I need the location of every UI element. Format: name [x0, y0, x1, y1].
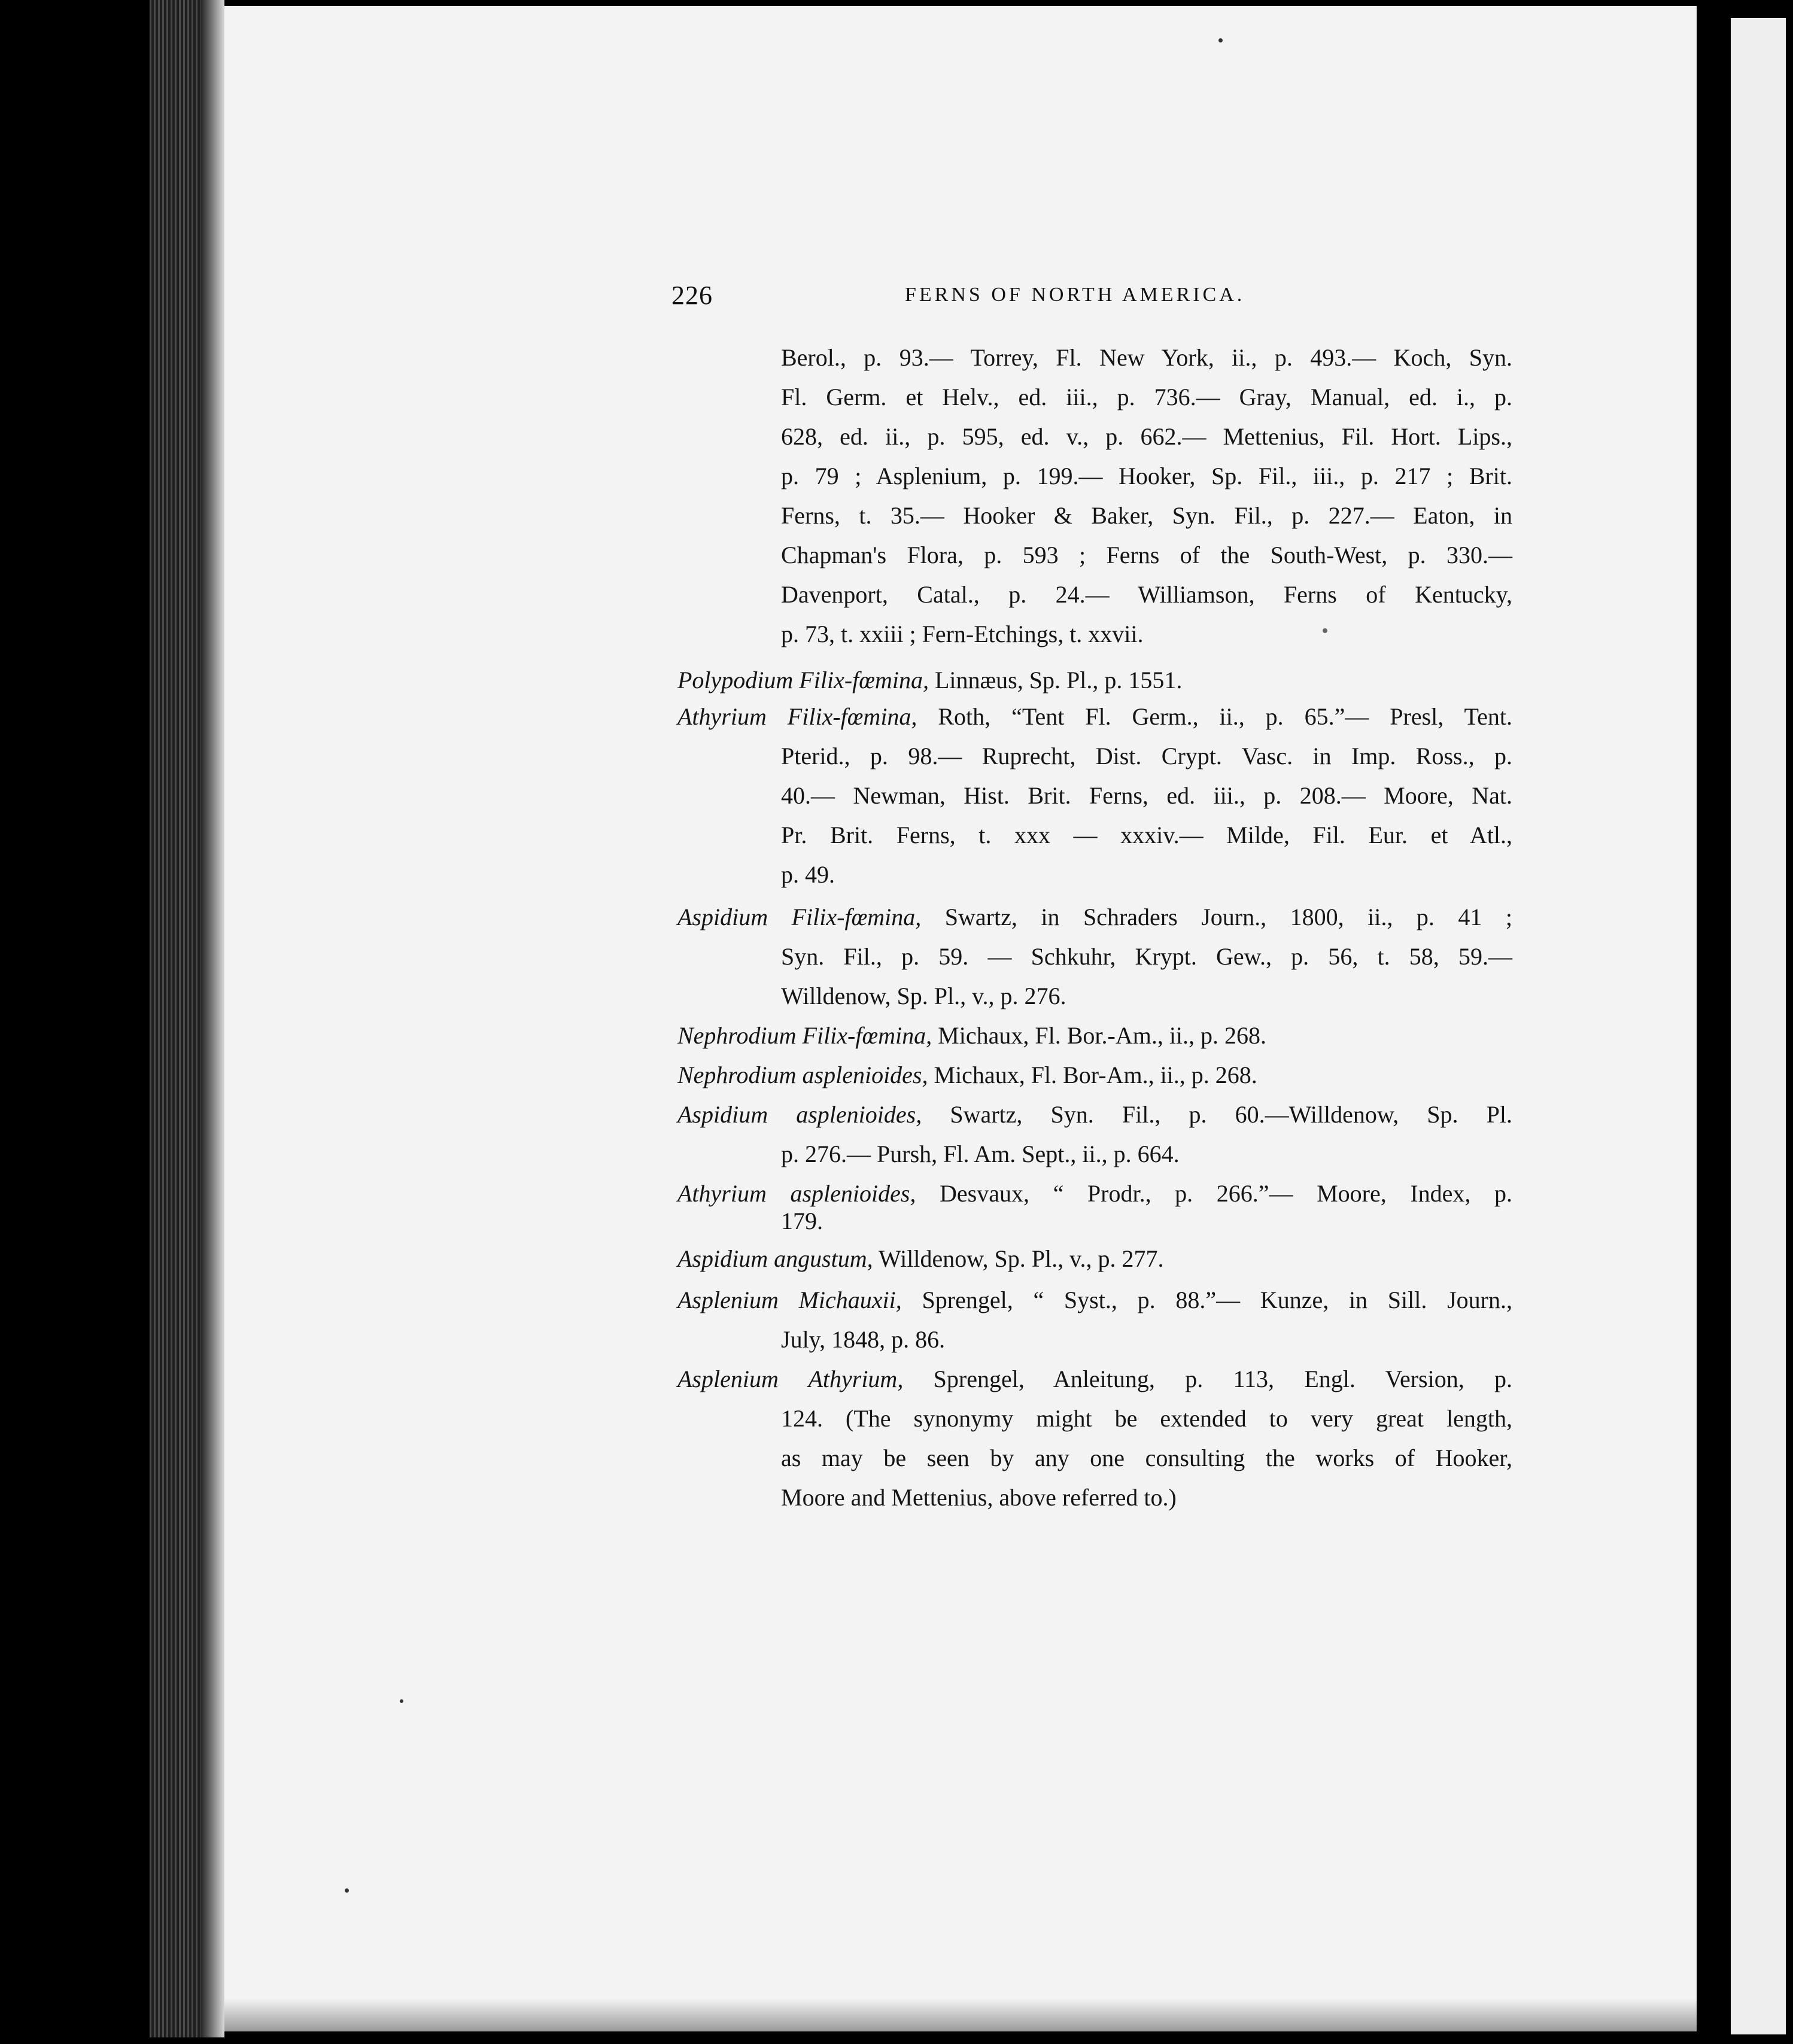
- synonym-name: Athyrium Filix-fœmina,: [677, 703, 917, 730]
- synonym-entry: [677, 697, 1512, 737]
- text-line: 628, ed. ii., p. 595, ed. v., p. 662.— Mettenius, Fil. Hort. Lips.,: [781, 423, 1512, 450]
- scan-speck: [400, 1699, 403, 1703]
- synonym-name: Aspidium asplenioides,: [677, 1101, 922, 1128]
- text-line: Berol., p. 93.— Torrey, Fl. New York, ii., p. 493.— Koch, Syn.: [781, 344, 1512, 371]
- page-header: [671, 280, 1509, 322]
- synonym-entry: [677, 1280, 1512, 1320]
- text-line: July, 1848, p. 86.: [781, 1326, 946, 1353]
- citation-text: Linnæus, Sp. Pl., p. 1551.: [934, 667, 1183, 694]
- synonym-name: Asplenium Michauxii,: [677, 1286, 902, 1313]
- text-line: p. 73, t. xxiii ; Fern-Etchings, t. xxvii.: [781, 620, 1144, 647]
- synonym-name: Nephrodium asplenioides,: [677, 1061, 928, 1088]
- citation-text: Willdenow, Sp. Pl., v., p. 277.: [878, 1245, 1164, 1272]
- synonym-entry: [677, 1239, 1512, 1279]
- text-line: Ferns, t. 35.— Hooker & Baker, Syn. Fil., p. 227.— Eaton, in: [781, 502, 1512, 529]
- synonym-continuation: [781, 937, 1512, 1016]
- text-line: Moore and Mettenius, above referred to.): [781, 1484, 1177, 1511]
- synonym-name: Aspidium Filix-fœmina,: [677, 904, 922, 930]
- synonym-continuation: [781, 1134, 1512, 1174]
- synonym-entry: [677, 1016, 1512, 1056]
- scan-speck: [1218, 38, 1223, 42]
- synonym-continuation: [781, 1399, 1512, 1517]
- scan-speck: [1323, 628, 1327, 633]
- facing-page-edge: [1731, 18, 1786, 2034]
- synonym-entry: [677, 1095, 1512, 1134]
- text-line: as may be seen by any one consulting the works of Hooker,: [781, 1444, 1512, 1471]
- page-number: 226: [671, 281, 713, 310]
- text-line: Fl. Germ. et Helv., ed. iii., p. 736.— Gray, Manual, ed. i., p.: [781, 384, 1512, 410]
- scan-speck: [345, 1888, 349, 1893]
- citation-text: Desvaux, “ Prodr., p. 266.”— Moore, Index, p.: [940, 1180, 1512, 1207]
- synonym-name: Athyrium asplenioides,: [677, 1180, 916, 1207]
- synonym-entry: [677, 898, 1512, 937]
- text-line: 40.— Newman, Hist. Brit. Ferns, ed. iii., p. 208.— Moore, Nat.: [781, 782, 1512, 809]
- citation-text: Swartz, Syn. Fil., p. 60.—Willdenow, Sp. Pl.: [950, 1101, 1513, 1128]
- citation-text: Michaux, Fl. Bor-Am., ii., p. 268.: [934, 1061, 1257, 1088]
- text-line: Syn. Fil., p. 59. — Schkuhr, Krypt. Gew., p. 56, t. 58, 59.—: [781, 943, 1512, 970]
- citation-text: Sprengel, Anleitung, p. 113, Engl. Version, p.: [933, 1365, 1512, 1392]
- text-line: p. 49.: [781, 861, 835, 888]
- text-line: 179.: [781, 1207, 823, 1234]
- synonym-entry: [677, 1359, 1512, 1399]
- synonym-entry: [677, 661, 1512, 700]
- citation-text: Michaux, Fl. Bor.-Am., ii., p. 268.: [938, 1022, 1267, 1049]
- synonym-entry: [677, 1056, 1512, 1095]
- citation-text: Roth, “Tent Fl. Germ., ii., p. 65.”— Presl, Tent.: [938, 703, 1512, 730]
- continuation-block: [781, 338, 1512, 654]
- citation-text: Sprengel, “ Syst., p. 88.”— Kunze, in Sill. Journ.,: [922, 1286, 1512, 1313]
- synonym-name: Aspidium angustum,: [677, 1245, 873, 1272]
- text-line: Chapman's Flora, p. 593 ; Ferns of the South-West, p. 330.—: [781, 542, 1512, 568]
- text-line: Pr. Brit. Ferns, t. xxx — xxxiv.— Milde, Fil. Eur. et Atl.,: [781, 822, 1512, 848]
- synonym-continuation: [781, 1320, 1512, 1359]
- running-title: FERNS OF NORTH AMERICA.: [905, 284, 1245, 306]
- synonym-continuation: [781, 1202, 1512, 1241]
- text-line: Davenport, Catal., p. 24.— Williamson, Ferns of Kentucky,: [781, 581, 1512, 608]
- text-line: Willdenow, Sp. Pl., v., p. 276.: [781, 983, 1066, 1009]
- synonym-continuation: [781, 737, 1512, 895]
- text-line: 124. (The synonymy might be extended to very great length,: [781, 1405, 1512, 1432]
- citation-text: Swartz, in Schraders Journ., 1800, ii., p. 41 ;: [944, 904, 1512, 930]
- text-line: p. 276.— Pursh, Fl. Am. Sept., ii., p. 664.: [781, 1140, 1180, 1167]
- bottom-shadow: [224, 1999, 1697, 2031]
- synonym-name: Polypodium Filix-fœmina,: [677, 667, 929, 694]
- synonym-name: Asplenium Athyrium,: [677, 1365, 904, 1392]
- text-line: Pterid., p. 98.— Ruprecht, Dist. Crypt. Vasc. in Imp. Ross., p.: [781, 743, 1512, 769]
- text-line: p. 79 ; Asplenium, p. 199.— Hooker, Sp. Fil., iii., p. 217 ; Brit.: [781, 463, 1512, 489]
- synonym-name: Nephrodium Filix-fœmina,: [677, 1022, 932, 1049]
- page-shadow: [200, 0, 224, 2037]
